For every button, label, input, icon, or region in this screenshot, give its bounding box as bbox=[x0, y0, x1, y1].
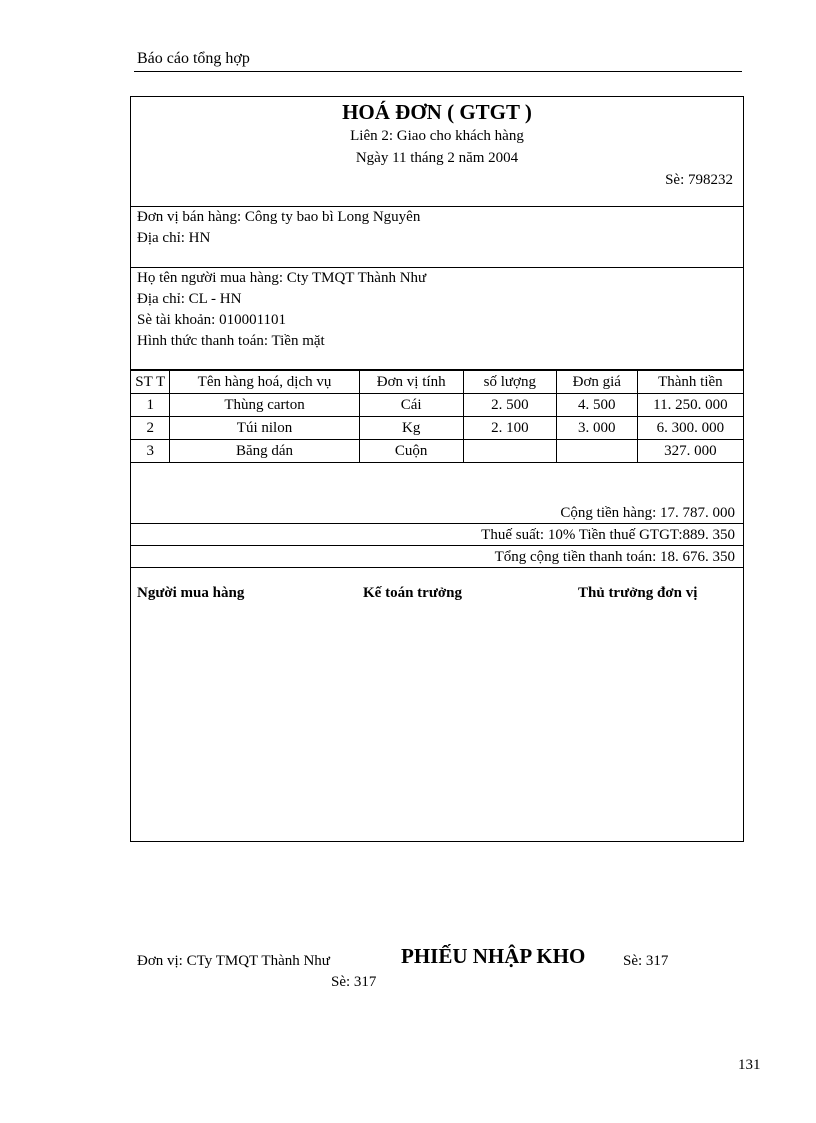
table-cell: Kg bbox=[359, 417, 463, 440]
invoice-title: HOÁ ĐƠN ( GTGT ) bbox=[342, 100, 532, 124]
buyer-account: Sè tài khoản: 010001101 bbox=[137, 312, 287, 328]
table-cell: Thùng carton bbox=[170, 394, 359, 417]
header-cell: Đơn giá bbox=[556, 371, 637, 394]
table-row bbox=[131, 440, 744, 463]
header-cell: Đơn vị tính bbox=[359, 371, 463, 394]
seller-name: Đơn vị bán hàng: Công ty bao bì Long Nguyên bbox=[137, 209, 421, 225]
invoice-title-block bbox=[131, 97, 743, 207]
header-rule bbox=[134, 71, 742, 72]
table-cell: 6. 300. 000 bbox=[637, 417, 743, 440]
signature-director: Thủ trưởng đơn vị bbox=[578, 585, 698, 601]
table-cell: Cái bbox=[359, 394, 463, 417]
table-cell: 3 bbox=[131, 440, 170, 463]
seller-address: Địa chỉ: HN bbox=[137, 230, 211, 246]
footer-serial-left: Sè: 317 bbox=[331, 974, 377, 990]
invoice-serial: Sè: 798232 bbox=[665, 172, 733, 188]
table-cell: 4. 500 bbox=[556, 394, 637, 417]
header-cell: số lượng bbox=[463, 371, 556, 394]
header-cell: Tên hàng hoá, dịch vụ bbox=[170, 371, 359, 394]
invoice-date: Ngày 11 tháng 2 năm 2004 bbox=[355, 150, 519, 166]
buyer-payment-method: Hình thức thanh toán: Tiền mặt bbox=[137, 333, 325, 349]
table-cell: 3. 000 bbox=[556, 417, 637, 440]
footer-serial-right: Sè: 317 bbox=[623, 953, 669, 969]
report-header-title: Báo cáo tổng hợp bbox=[137, 50, 250, 67]
page-number: 131 bbox=[738, 1057, 761, 1073]
table-cell: Túi nilon bbox=[170, 417, 359, 440]
table-cell bbox=[463, 440, 556, 463]
signature-chief-accountant: Kế toán trưởng bbox=[363, 585, 462, 601]
table-cell: 327. 000 bbox=[637, 440, 743, 463]
signature-buyer: Người mua hàng bbox=[137, 585, 245, 601]
table-cell bbox=[556, 440, 637, 463]
table-row bbox=[131, 394, 744, 417]
buyer-name: Họ tên người mua hàng: Cty TMQT Thành Như bbox=[137, 270, 427, 286]
table-cell: 1 bbox=[131, 394, 170, 417]
invoice-copy-label: Liên 2: Giao cho khách hàng bbox=[350, 128, 524, 144]
table-cell: 2 bbox=[131, 417, 170, 440]
table-cell: 2. 100 bbox=[463, 417, 556, 440]
table-cell: 11. 250. 000 bbox=[637, 394, 743, 417]
buyer-block bbox=[131, 268, 743, 370]
table-cell: Cuộn bbox=[359, 440, 463, 463]
grand-total-row: Tổng cộng tiền thanh toán: 18. 676. 350 bbox=[131, 546, 743, 568]
header-cell: Thành tiền bbox=[637, 371, 743, 394]
table-cell: Băng dán bbox=[170, 440, 359, 463]
invoice-box bbox=[130, 96, 744, 842]
tax-row: Thuế suất: 10% Tiền thuế GTGT:889. 350 bbox=[131, 524, 743, 546]
subtotal-row: Cộng tiền hàng: 17. 787. 000 bbox=[131, 502, 743, 524]
items-table bbox=[130, 370, 744, 463]
header-cell: ST T bbox=[131, 371, 170, 394]
table-row bbox=[131, 417, 744, 440]
warehouse-receipt-title: PHIẾU NHẬP KHO bbox=[401, 944, 586, 968]
buyer-address: Địa chỉ: CL - HN bbox=[137, 291, 242, 307]
table-header-row bbox=[131, 371, 744, 394]
seller-block bbox=[131, 207, 743, 268]
footer-unit: Đơn vị: CTy TMQT Thành Như bbox=[137, 953, 330, 969]
table-cell: 2. 500 bbox=[463, 394, 556, 417]
